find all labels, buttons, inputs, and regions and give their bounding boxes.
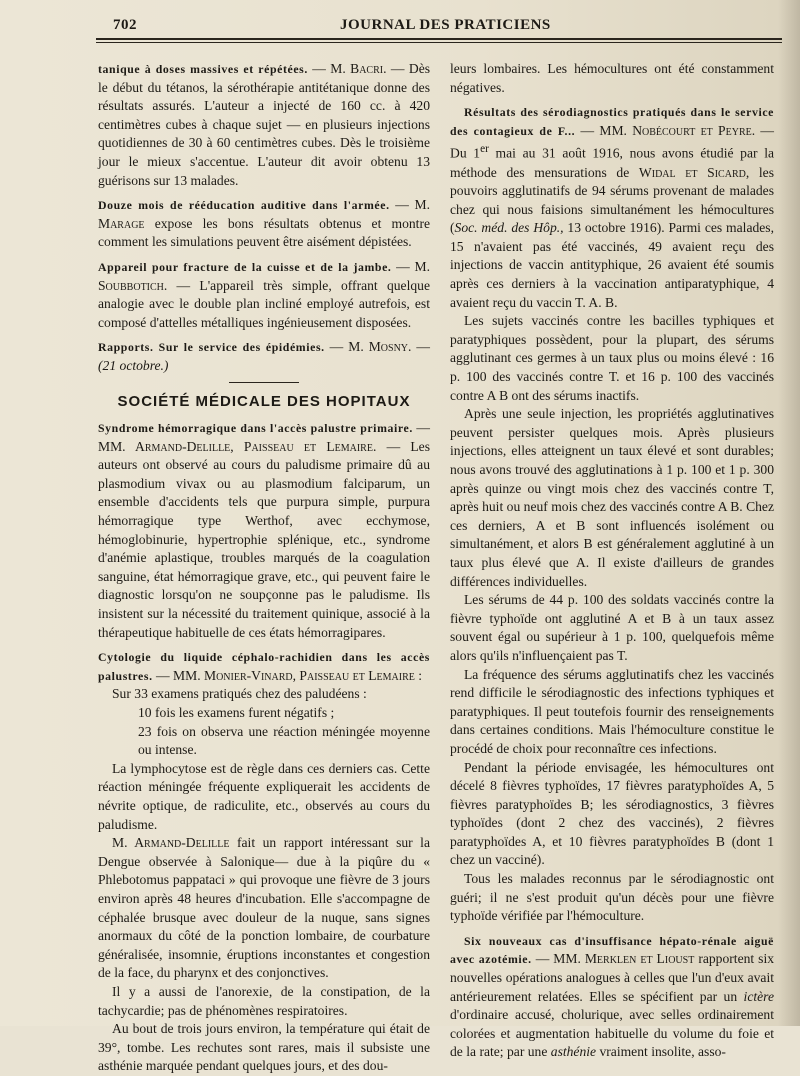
author: M. Armand-Delille bbox=[112, 835, 230, 851]
paragraph: Pendant la période envisagée, les hémocultures ont décelé 8 fièvres typhoïdes, 17 fièvres paratyphoïdes A, 5 fièvres paratyphoïdes B; les sérodiagnostics, 3 fièvres typhoïdes (dont 2 chez des vaccinés), 2 fièvres paratyphoïdes A, et 10 fièvres paratyphoïdes B (dont 1 chez un vacciné). bbox=[450, 759, 774, 868]
list-line: 10 fois les examens furent négatifs ; bbox=[138, 705, 335, 720]
abstract-text: les pouvoirs agglutinatifs de 94 sérums provenant de malades chez qui nous faisions simultanément les hémocultures ( bbox=[450, 164, 774, 236]
abstract-text: mai au 31 août 1916, nous avons étudié par la méthode des mensurations de bbox=[450, 145, 775, 180]
abstract-cytology: Cytologie du liquide céphalo-rachidien dans les accès palustres. — MM. Monier-Vinard, Paisseau et Lemaire : bbox=[98, 650, 430, 683]
abstract-text: L'appareil très simple, offrant quelque analogie avec le double plan incliné employé autrefois, est composé d'attelles métalliques ingénieusement disposées. bbox=[98, 277, 430, 330]
page-number: 702 bbox=[113, 17, 137, 33]
paragraph: La fréquence des sérums agglutinatifs chez les vaccinés rend difficile le sérodiagnostic des infections typhiques et paratyphiques. Il peut toutefois fournir des renseignements dans certaines conditions. Mais l'hémoculture constitue le procédé de choix pour reconnaître ces infections. bbox=[450, 666, 774, 756]
rubric: Rapports. Sur le service des épidémies. bbox=[98, 340, 325, 355]
rubric: Douze mois de rééducation auditive dans l'armée. bbox=[98, 198, 390, 213]
abstract-text: vraiment insolite, asso- bbox=[596, 1044, 726, 1060]
header-rule-thin bbox=[96, 42, 782, 43]
author: M. Marage bbox=[98, 197, 431, 231]
abstract-serodiagnostics: Résultats des sérodiagnostics pratiqués dans le service des contagieux de F... — MM. Nobécourt et Peyre. — Du 1er mai au 31 août 1916, nous avons étudié par la méthode des mensurations de Widal et Sicard, les pouvoirs agglutinatifs de 94 sérums provenant de malades chez qui nous faisions simultanément les hémocultures (Soc. méd. des Hôp., 13 octobre 1916). Parmi ces malades, 15 n'avaient pas été vaccinés, 49 avaient reçu des injections de vaccin antityphique, 26 avaient été soumis après ces derniers à la vaccination antiparatyphique, 4 avaient reçu du vaccin T. A. B. bbox=[450, 105, 775, 310]
author: M. Mosny. bbox=[348, 339, 412, 355]
paragraph: Les sujets vaccinés contre les bacilles typhiques et paratyphiques possèdent, pour la plupart, des sérums agglutinant ces germes à un taux plus ou moins élevé : 16 p. 100 des vaccinés contre T. et 16 p. 100 des vaccinés contre A B ont des sérums inactifs. bbox=[450, 313, 774, 403]
paragraph: Après une seule injection, les propriétés agglutinatives peuvent persister quelques mois. Après plusieurs injections, elles atteignent un taux élevé et sont durables; nous avons trouvé des agglutinations à 1 p. 100 et 1 p. 300 après quinze ou vingt mois chez des vaccinés contre T, après huit ou neuf mois chez des vaccinés contre A B. Chez ces derniers, A et B sont influencés isolément ou simultanément, et alors B est généralement agglutiné à un taux plus élevé que A. Il existe d'ailleurs de grandes différences individuelles. bbox=[450, 406, 774, 589]
rubric: Appareil pour fracture de la cuisse et de la jambe. bbox=[98, 259, 392, 274]
paragraph: Tous les malades reconnus par le sérodiagnostic ont guéri; il ne s'est produit qu'un décès pour une fièvre typhoïde vérifiée par l'hémoculture. bbox=[450, 871, 774, 924]
page-edge-shadow bbox=[778, 0, 800, 1026]
journal-title: JOURNAL DES PRATICIENS bbox=[340, 17, 551, 33]
paragraph: Les sérums de 44 p. 100 des soldats vaccinés contre la fièvre typhoïde ont agglutiné A et B à un taux assez souvent égal ou supérieur à 1 p. 100, quelquefois même alors qu'ils n'influençaient pas T. bbox=[450, 592, 774, 663]
left-column bbox=[98, 60, 430, 1076]
abstract-text: rapportent six nouvelles opérations analogues à celles que l'un d'eux avait antérieurement relatées. Elles se spécifient par un bbox=[450, 951, 775, 1004]
abstract-text: d'ordinaire accusé, cholurique, avec selles ordinairement colorées et augmentation habituelle du volume du foie et de la rate; par une bbox=[450, 1007, 774, 1060]
abstract-hepato-renal: Six nouveaux cas d'insuffisance hépato-rénale aiguë avec azotémie. — MM. Merklen et Lioust rapportent six nouvelles opérations analogues à celles que l'un d'eux avait antérieurement relatées. Elles se spécifient par un ictère d'ordinaire accusé, cholurique, avec selles ordinairement colorées et augmentation habituelle du volume du foie et de la rate; par une asthénie vraiment insolite, asso- bbox=[450, 933, 775, 1060]
section-title: SOCIÉTÉ MÉDICALE DES HOPITAUX bbox=[117, 392, 411, 410]
rubric: Six nouveaux cas d'insuffisance hépato-rénale aiguë avec azotémie. bbox=[450, 933, 774, 967]
paragraph: leurs lombaires. Les hémocultures ont été constamment négatives. bbox=[450, 61, 774, 95]
abstract-text: 13 octobre 1916). Parmi ces malades, 15 n'avaient pas été vaccinés, 49 avaient reçu des injections de vaccin antityphique, 26 avaient été soumis après ces derniers à la vaccination antiparatyphique, 4 avaient reçu du vaccin T. A. B. bbox=[450, 220, 774, 310]
authors: MM. Armand-Delille, Paisseau et Lemaire. bbox=[98, 438, 377, 454]
authors: MM. Monier-Vinard, Paisseau et Lemaire : bbox=[173, 667, 423, 683]
reference: Soc. méd. des Hôp., bbox=[454, 220, 564, 236]
abstract-reeducation: Douze mois de rééducation auditive dans l'armée. — M. Marage expose les bons résultats obtenus et montre comment les simulations peuvent être aisément dépistées. bbox=[98, 197, 431, 250]
paragraph: Il y a aussi de l'anorexie, de la constipation, de la tachycardie; pas de phénomènes respiratoires. bbox=[98, 983, 430, 1018]
paragraph: La lymphocytose est de règle dans ces derniers cas. Cette réaction méningée fréquente expliquerait les accidents de névrite optique, de radiculite, etc., observés au cours du paludisme. bbox=[98, 760, 430, 832]
abstract-text: expose les bons résultats obtenus et montre comment les simulations peuvent être aisément dépistées. bbox=[98, 215, 430, 250]
abstract-reports: Rapports. Sur le service des épidémies. — M. Mosny. — (21 octobre.) bbox=[98, 339, 430, 373]
rubric: Syndrome hémorragique dans l'accès palustre primaire. bbox=[98, 421, 413, 436]
abstract-serotherapy: tanique à doses massives et répétées. — M. Bacri. — Dès le début du tétanos, la sérothérapie antitétanique donne des résultats assurés. L'auteur a injecté de 160 cc. à 420 centimètres cubes à chaque sujet — en plusieurs injections quotidiennes de 30 à 60 centimètres cubes. Dès le troisième jour le mieux s'accentue. L'auteur dit avoir obtenu 13 guérisons sur 13 malades. bbox=[98, 61, 431, 188]
author: M. Soubbotich. bbox=[98, 258, 430, 293]
rubric: Résultats des sérodiagnostics pratiqués dans le service des contagieux de F... bbox=[450, 105, 774, 138]
date: (21 octobre.) bbox=[98, 357, 169, 373]
page-header bbox=[0, 14, 800, 38]
rubric: tanique à doses massives et répétées. bbox=[98, 62, 308, 76]
rubric: Cytologie du liquide céphalo-rachidien dans les accès palustres. bbox=[98, 650, 430, 683]
abstract-text: fait un rapport intéressant sur la Dengue observée à Salonique— due à la piqûre du « Phlebotomus pappataci » qui provoque une fièvre de 3 jours environ après 48 heures d'incubation. Elle s'accompagne de céphalée brusque avec douleur de la nuque, sans signes anormaux du côté de la ponction lombaire, de courbature généralisée, insomnie, éruptions inconstantes et congestion de la face, du pharynx et des conjonctives. bbox=[98, 835, 430, 981]
header-rule bbox=[96, 38, 782, 40]
abstract-text: Les auteurs ont observé au cours du paludisme primaire dû au plasmodium vivax ou au plasmodium falciparum, un ensemble d'accidents tels que purpura simple, purpura hémorragique type Werthof, avec ecchymose, hémoglobinurie, hypertrophie splénique, etc., syndrome d'anémie aplastique, troubles marqués de la coagulation sanguine, état hémorragique grave, etc., qui peuvent faire le diagnostic lorsqu'on ne soupçonne pas le paludisme. Ils insistent sur la nécessité du traitement quinique, associé à la thérapeutique habituelle de ces états hémorragipares. bbox=[98, 438, 431, 640]
italic-term: asthénie bbox=[550, 1044, 597, 1060]
authors: MM. Nobécourt et Peyre. bbox=[599, 122, 756, 138]
right-column bbox=[450, 60, 774, 1062]
abstract-hemorrhagic-syndrome: Syndrome hémorragique dans l'accès palustre primaire. — MM. Armand-Delille, Paisseau et Lemaire. — Les auteurs ont observé au cours du paludisme primaire dû au plasmodium vivax ou au plasmodium falciparum, un ensemble d'accidents tels que purpura simple, purpura hémorragique type Werthof, avec ecchymose, hémoglobinurie, hypertrophie splénique, etc., syndrome d'anémie aplastique, troubles marqués de la coagulation sanguine, état hémorragique grave, etc., qui peuvent faire le diagnostic lorsqu'on ne soupçonne pas le paludisme. Ils insistent sur la nécessité du traitement quinique, associé à la thérapeutique habituelle de ces états hémorragipares. bbox=[98, 420, 431, 640]
abstract-dengue bbox=[98, 834, 430, 983]
authors: MM. Merklen et Lioust bbox=[553, 951, 695, 967]
italic-term: ictère bbox=[743, 988, 774, 1004]
author-names: Widal et Sicard, bbox=[638, 164, 750, 180]
abstract-text: Dès le début du tétanos, la sérothérapie antitétanique donne des résultats assurés. L'auteur a injecté de 160 cc. à 420 centimètres cubes à chaque sujet — en plusieurs injections quotidiennes de 30 à 60 centimètres cubes. Dès le troisième jour le mieux s'accentue. L'auteur dit avoir obtenu 13 guérisons sur 13 malades. bbox=[98, 61, 431, 188]
abstract-fracture-apparatus: Appareil pour fracture de la cuisse et de la jambe. — M. Soubbotich. — L'appareil très simple, offrant quelque analogie avec le double plan incliné employé autrefois, est composé d'attelles métalliques ingénieusement disposées. bbox=[98, 258, 430, 330]
author: M. Bacri. bbox=[330, 61, 387, 76]
paragraph: Au bout de trois jours environ, la température qui était de 39°, tombe. Les rechutes sont rares, mais il subsiste une asthénie marquée pendant quelques jours, et des dou- bbox=[98, 1021, 430, 1074]
abstract-text: Du 1 bbox=[450, 145, 481, 161]
list-line: Sur 33 examens pratiqués chez des paludéens : bbox=[112, 686, 367, 702]
list-line: 23 fois on observa une réaction méningée moyenne ou intense. bbox=[138, 723, 430, 758]
separator-rule bbox=[229, 382, 299, 383]
superscript: er bbox=[480, 143, 489, 156]
